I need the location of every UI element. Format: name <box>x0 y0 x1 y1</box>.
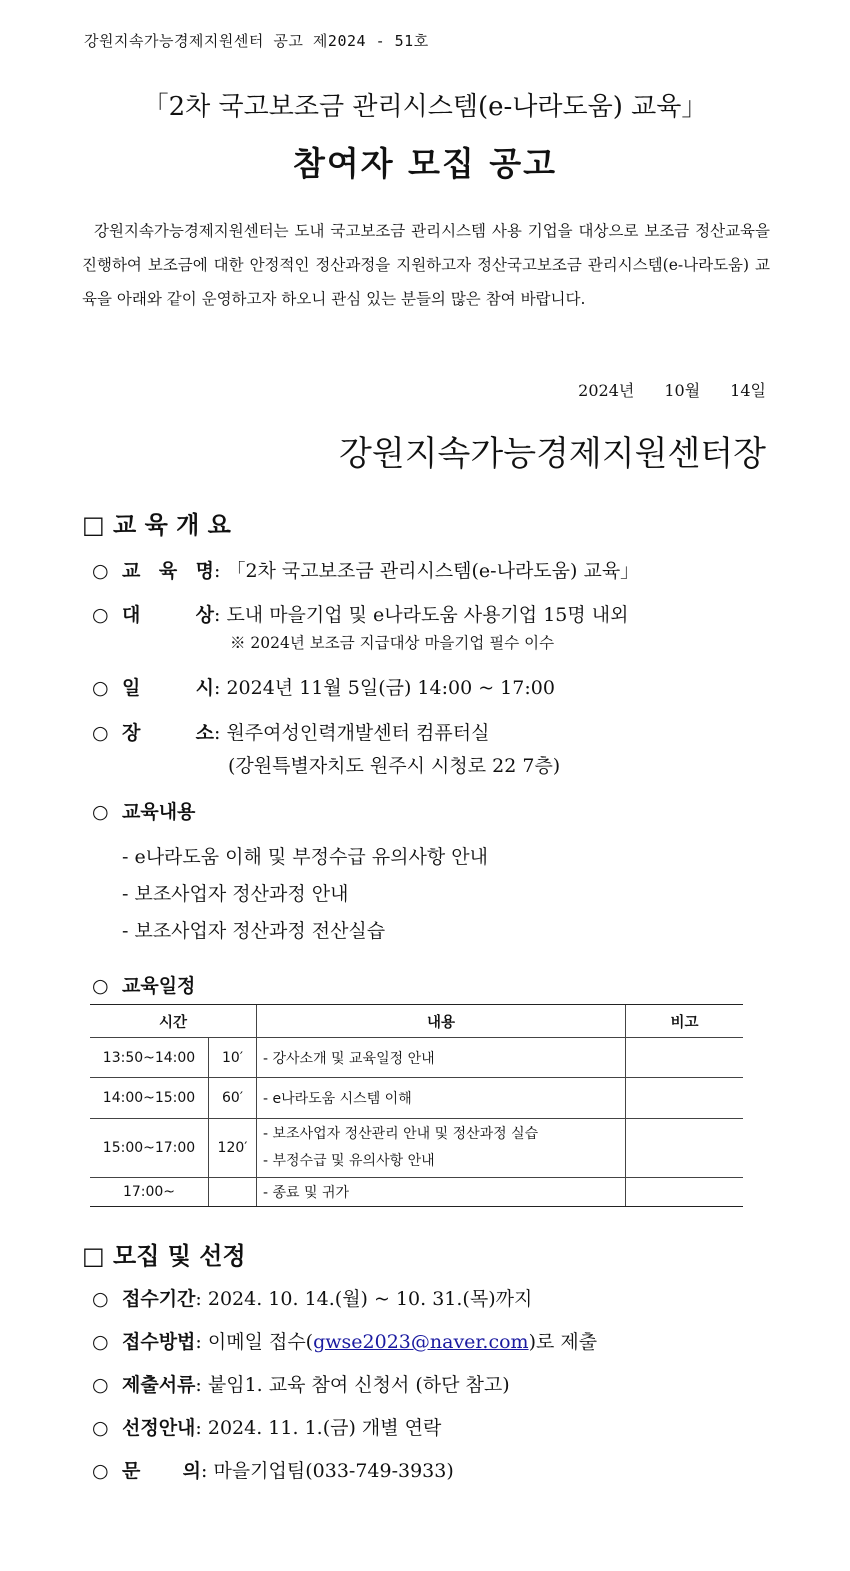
circle-bullet-icon: ○ <box>92 975 109 997</box>
row-duration: 120′ <box>209 1119 257 1178</box>
item-selection: ○ 선정안내: 2024. 11. 1.(금) 개별 연락 <box>92 1413 441 1440</box>
item-place: ○ 장 소: 원주여성인력개발센터 컴퓨터실 <box>92 718 489 745</box>
target-note: ※ 2024년 보조금 지급대상 마을기업 필수 이수 <box>230 634 555 652</box>
row-content-line: - 보조사업자 정산관리 안내 및 정산과정 실습 <box>263 1126 539 1142</box>
row-time: 14:00~15:00 <box>90 1078 209 1119</box>
row-note <box>626 1119 744 1178</box>
row-content: - 종료 및 귀가 <box>257 1178 626 1207</box>
row-content-line: - 부정수급 및 유의사항 안내 <box>263 1153 435 1169</box>
value-place: 원주여성인력개발센터 컴퓨터실 <box>226 722 490 744</box>
value-education-name: 「2차 국고보조금 관리시스템(e-나라도움) 교육」 <box>226 560 640 582</box>
table-header-row <box>90 1005 743 1038</box>
item-method: ○ 접수방법: 이메일 접수(gwse2023@naver.com)로 제출 <box>92 1327 597 1354</box>
title-line1: 「2차 국고보조금 관리시스템(e-나라도움) 교육」 <box>142 92 708 122</box>
row-time: 15:00~17:00 <box>90 1119 209 1178</box>
section1-heading: □ 교 육 개 요 <box>82 511 231 539</box>
title-line2: 참여자 모집 공고 <box>292 144 558 183</box>
content-line-3: - 보조사업자 정산과정 전산실습 <box>122 920 386 942</box>
circle-bullet-icon: ○ <box>92 1331 109 1353</box>
row-duration: 10′ <box>209 1038 257 1078</box>
label-selection: 선정안내 <box>122 1417 196 1439</box>
circle-bullet-icon: ○ <box>92 801 109 823</box>
row-note <box>626 1038 744 1078</box>
item-education-name: ○ 교 육 명: 「2차 국고보조금 관리시스템(e-나라도움) 교육」 <box>92 556 639 583</box>
row-duration: 60′ <box>209 1078 257 1119</box>
label-education-name: 교 육 명 <box>122 560 214 582</box>
row-time: 17:00~ <box>90 1178 209 1207</box>
place-address: (강원특별자치도 원주시 시청로 22 7층) <box>228 755 561 777</box>
circle-bullet-icon: ○ <box>92 1460 109 1482</box>
notice-number: 강원지속가능경제지원센터 공고 제2024 - 51호 <box>84 32 429 50</box>
item-period: ○ 접수기간: 2024. 10. 14.(월) ~ 10. 31.(목)까지 <box>92 1284 532 1311</box>
circle-bullet-icon: ○ <box>92 722 109 744</box>
content-line-2: - 보조사업자 정산과정 안내 <box>122 883 349 905</box>
label-target: 대 상 <box>122 604 214 626</box>
row-note <box>626 1178 744 1207</box>
value-datetime: 2024년 11월 5일(금) 14:00 ~ 17:00 <box>226 677 555 699</box>
table-row <box>90 1119 743 1178</box>
row-content: - 강사소개 및 교육일정 안내 <box>257 1038 626 1078</box>
organization-name: 강원지속가능경제지원센터장 <box>339 434 766 474</box>
announcement-date <box>578 378 766 401</box>
label-place: 장 소 <box>122 722 214 744</box>
value-contact: 마을기업팀(033-749-3933) <box>213 1460 454 1482</box>
value-period: 2024. 10. 14.(월) ~ 10. 31.(목)까지 <box>207 1288 533 1310</box>
date-month: 10월 <box>664 381 701 400</box>
item-documents: ○ 제출서류: 붙임1. 교육 참여 신청서 (하단 참고) <box>92 1370 510 1397</box>
circle-bullet-icon: ○ <box>92 604 109 626</box>
table-row <box>90 1178 743 1207</box>
row-duration <box>209 1178 257 1207</box>
row-note <box>626 1078 744 1119</box>
label-period: 접수기간 <box>122 1288 196 1310</box>
label-content: 교육내용 <box>122 801 196 823</box>
item-schedule <box>92 971 195 998</box>
table-row <box>90 1078 743 1119</box>
date-day: 14일 <box>730 381 766 400</box>
date-year: 2024년 <box>578 381 635 400</box>
row-content: - e나라도움 시스템 이해 <box>257 1078 626 1119</box>
item-contact: ○ 문 의: 마을기업팀(033-749-3933) <box>92 1456 454 1483</box>
circle-bullet-icon: ○ <box>92 1417 109 1439</box>
item-datetime: ○ 일 시: 2024년 11월 5일(금) 14:00 ~ 17:00 <box>92 673 555 700</box>
item-content <box>92 797 195 824</box>
label-contact: 문 의 <box>122 1460 201 1482</box>
schedule-table <box>90 1004 743 1207</box>
circle-bullet-icon: ○ <box>92 1374 109 1396</box>
value-selection: 2024. 11. 1.(금) 개별 연락 <box>207 1417 442 1439</box>
value-target: 도내 마을기업 및 e나라도움 사용기업 15명 내외 <box>226 604 629 626</box>
label-datetime: 일 시 <box>122 677 214 699</box>
label-method: 접수방법 <box>122 1331 196 1353</box>
section2-heading: □ 모집 및 선정 <box>82 1242 246 1270</box>
item-target: ○ 대 상: 도내 마을기업 및 e나라도움 사용기업 15명 내외 <box>92 600 628 627</box>
circle-bullet-icon: ○ <box>92 560 109 582</box>
intro-paragraph: 강원지속가능경제지원센터는 도내 국고보조금 관리시스템 사용 기업을 대상으로 보조금 정산교육을 진행하여 보조금에 대한 안정적인 정산과정을 지원하고자 정산국고보조금 관리시스템(e-나라도움) 교육을 아래와 같이 운영하고자 하오니 관심 있는 분들의 많은 참여 바랍니다. <box>82 222 770 308</box>
table-row <box>90 1038 743 1078</box>
value-method-pre: 이메일 접수( <box>207 1331 314 1353</box>
row-content <box>257 1119 626 1178</box>
label-schedule: 교육일정 <box>122 975 196 997</box>
header-note: 비고 <box>626 1005 744 1038</box>
circle-bullet-icon: ○ <box>92 677 109 699</box>
value-method-post: )로 제출 <box>528 1331 598 1353</box>
header-content: 내용 <box>257 1005 626 1038</box>
label-documents: 제출서류 <box>122 1374 196 1396</box>
header-time: 시간 <box>90 1005 257 1038</box>
row-time: 13:50~14:00 <box>90 1038 209 1078</box>
email-link[interactable]: gwse2023@naver.com <box>313 1331 529 1353</box>
content-line-1: - e나라도움 이해 및 부정수급 유의사항 안내 <box>122 846 488 868</box>
circle-bullet-icon: ○ <box>92 1288 109 1310</box>
value-documents: 붙임1. 교육 참여 신청서 (하단 참고) <box>207 1374 510 1396</box>
